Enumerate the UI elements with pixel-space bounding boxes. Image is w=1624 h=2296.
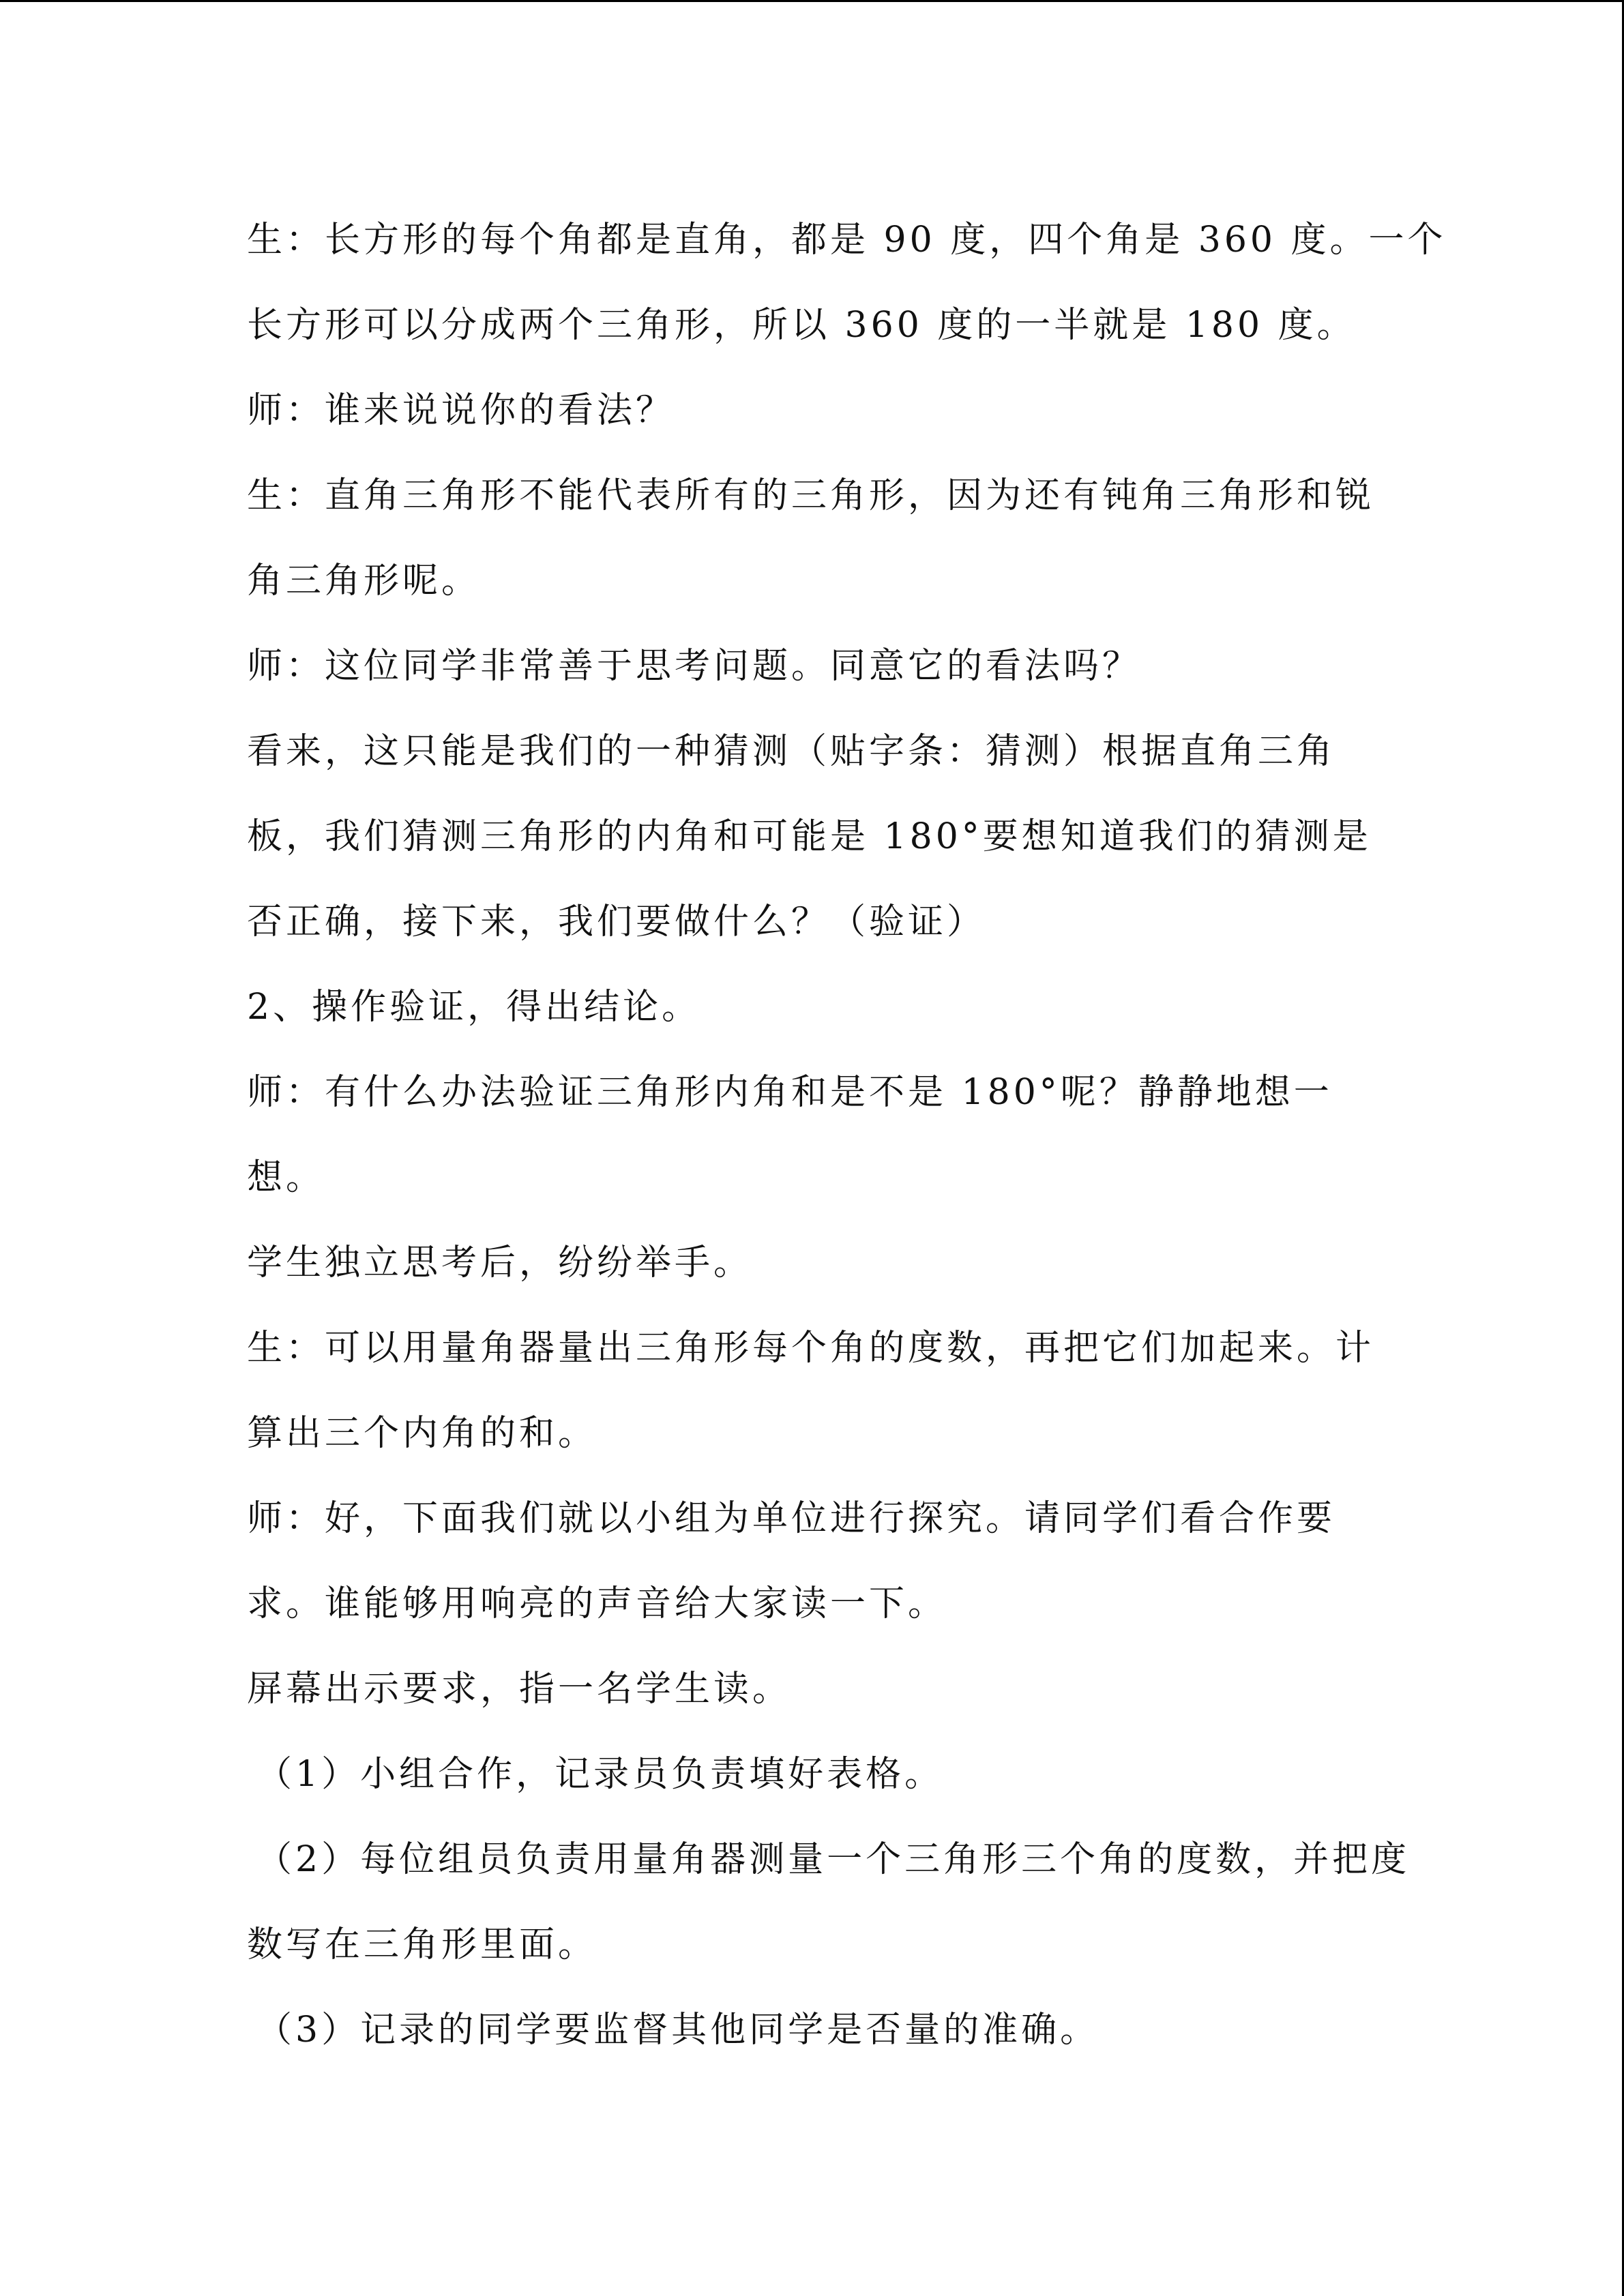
paragraph-line: 师：谁来说说你的看法？ (247, 390, 675, 431)
paragraph-line: 看来，这只能是我们的一种猜测（贴字条：猜测）根据直角三角 (247, 731, 1336, 772)
paragraph-line: 想。 (247, 1157, 325, 1198)
paragraph-line: 师：好，下面我们就以小组为单位进行探究。请同学们看合作要 (247, 1498, 1336, 1539)
paragraph-line: 求。谁能够用响亮的声音给大家读一下。 (247, 1583, 947, 1624)
section-heading: 2、操作验证，得出结论。 (247, 987, 701, 1028)
paragraph-line: 生：长方形的每个角都是直角，都是 90 度，四个角是 360 度。一个 (247, 220, 1447, 260)
paragraph-line: 板，我们猜测三角形的内角和可能是 180°要想知道我们的猜测是 (247, 816, 1372, 857)
requirement-item: （1）小组合作，记录员负责填好表格。 (256, 1754, 944, 1795)
paragraph-line: 否正确，接下来，我们要做什么？（验证） (247, 901, 986, 942)
requirement-item: （2）每位组员负责用量角器测量一个三角形三个角的度数，并把度 (256, 1839, 1411, 1880)
paragraph-line: 数写在三角形里面。 (247, 1924, 597, 1965)
paragraph-line: 屏幕出示要求，指一名学生读。 (247, 1669, 792, 1710)
paragraph-line: 生：直角三角形不能代表所有的三角形，因为还有钝角三角形和锐 (247, 475, 1375, 516)
page-top-border (0, 0, 1624, 2)
paragraph-line: 师：有什么办法验证三角形内角和是不是 180°呢？静静地想一 (247, 1072, 1333, 1113)
paragraph-line: 算出三个内角的和。 (247, 1413, 597, 1454)
paragraph-line: 学生独立思考后，纷纷举手。 (247, 1242, 753, 1283)
requirement-item: （3）记录的同学要监督其他同学是否量的准确。 (256, 2010, 1099, 2051)
paragraph-line: 师：这位同学非常善于思考问题。同意它的看法吗？ (247, 646, 1142, 687)
paragraph-line: 角三角形呢。 (247, 561, 481, 601)
paragraph-line: 长方形可以分成两个三角形，所以 360 度的一半就是 180 度。 (247, 305, 1356, 346)
paragraph-line: 生：可以用量角器量出三角形每个角的度数，再把它们加起来。计 (247, 1328, 1375, 1369)
